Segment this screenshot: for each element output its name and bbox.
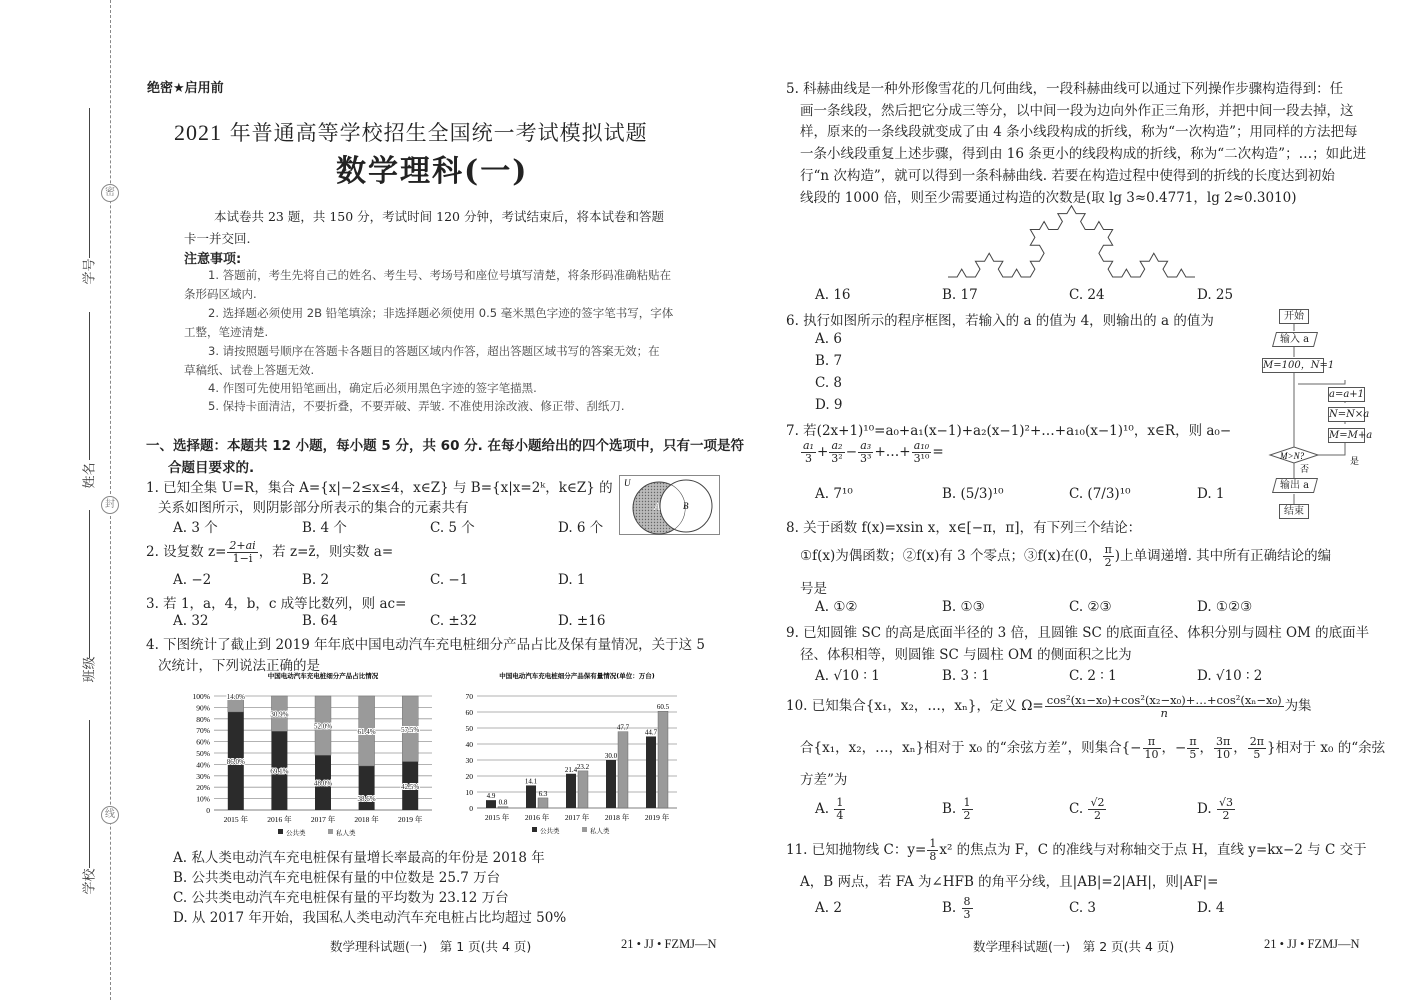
q8-line-2: ①f(x)为偶函数；②f(x)有 3 个零点；③f(x)在(0， $\frac{\pi}{2}$ )上单调递增. 其中所有正确结论的编 [800,543,1332,569]
q11-option-b[interactable]: B. $\frac{8}{3}$ [942,895,971,921]
legend-swatch-private [328,829,333,834]
intro-line-2: 卡一并交回. [184,231,251,246]
x-tick-label: 2017 年 [564,813,590,822]
q8-option-d[interactable]: D. ①②③ [1197,599,1253,615]
exam-title-text: 年普通高等学校招生全国统一考试模拟试题 [229,121,648,145]
y-tick-label: 90% [196,703,210,713]
q3-option-a[interactable]: A. 32 [173,613,209,629]
x-tick-label: 2015 年 [223,815,248,824]
flow-output: 输出 a [1272,478,1318,493]
class-label: 班级 [82,656,98,683]
flow-init: M=100，N=1 [1263,360,1335,371]
venn-b-label: B [683,501,689,511]
y-tick-label: 30 [465,756,473,765]
q8-option-a[interactable]: A. ①② [815,599,858,615]
q8-line-1: 8. 关于函数 f(x)=xsin x，x∈[−π，π]，有下列三个结论： [786,520,1142,536]
q1-option-d[interactable]: D. 6 个 [558,520,604,536]
flow-input: 输入 a [1272,332,1318,347]
chart-title: 中国电动汽车充电桩细分产品保有量情况(单位：万台) [499,672,655,680]
y-tick-label: 80% [196,714,210,724]
q10-line-2b: }相对于 x₀ 的“余弦 [1267,740,1386,756]
q8-option-c[interactable]: C. ②③ [1069,599,1112,615]
page-1-footer: 数学理科试题(一) 第 1 页(共 4 页) [330,939,532,954]
y-tick-label: 10% [196,794,210,804]
q3-option-c[interactable]: C. ±32 [430,613,477,629]
stock-grouped-bar-chart [455,668,685,843]
flow-step-a: a=a+1 [1329,389,1365,400]
bar-public [606,760,616,808]
notice-3a: 3. 请按照题号顺序在答题卡各题目的答题区域内作答，超出答题区域书写的答案无效；在 [208,344,660,358]
q2-suffix: ，若 z=z̄，则实数 a= [258,544,394,560]
y-tick-label: 30% [196,771,210,781]
data-label-public: 21.4 [564,765,578,774]
q6-option-c[interactable]: C. 8 [815,375,843,391]
exam-title [174,117,648,147]
q10-numerator: cos²(x₁−x₀)+cos²(x₂−x₀)+…+cos²(xₙ−x₀) [1046,693,1282,707]
bar-private [658,711,668,808]
data-label-private: 61.4% [357,727,376,736]
q7-option-c[interactable]: C. (7/3)¹⁰ [1069,486,1131,502]
q7-option-d[interactable]: D. 1 [1197,486,1225,502]
bar-private [538,798,548,808]
y-tick-label: 100% [192,692,210,701]
q5-line-6: 线段的 1000 倍，则至少需要通过构造的次数是(取 lg 3≈0.4771，lg 2≈0.3010) [800,190,1297,206]
bar-private [498,807,508,808]
q10-denominator: n [1160,706,1168,720]
q7-term-3-num: a₃ [858,440,873,453]
notice-5: 5. 保持卡面清洁，不要折叠，不要弄破、弄皱. 不准使用涂改液、修正带、刮纸刀. [208,399,625,413]
exam-subtitle: 数学理科(一) [336,154,529,189]
bar-public [526,785,536,808]
y-tick-label: 0 [206,806,210,815]
q9-line-2: 径、体积相等，则圆锥 SC 与圆柱 OM 的侧面积之比为 [800,647,1132,663]
bar-public [486,800,496,808]
q5-line-4: 一条小线段重复上述步骤，得到由 16 条更小的线段构成的折线，称为“二次构造”；…；如此进 [800,146,1367,162]
q2-denominator: 1−i [232,552,253,565]
flow-no-label: 否 [1300,464,1310,474]
q4-line-1: 4. 下图统计了截止到 2019 年年底中国电动汽车充电桩细分产品占比及保有量情况，关于这 5 [146,637,705,653]
data-label-public: 30.0 [604,752,618,760]
notice-1a: 1. 答题前，考生先将自己的姓名、考生号、考场号和座位号填写清楚，将条形码准确粘贴在 [208,268,672,282]
data-label-private: 57.5% [401,725,420,734]
chart-title: 中国电动汽车充电桩细分产品占比情况 [267,672,379,680]
q11-line-1b: x² 的焦点为 F，C 的准线与对称轴交于点 H，直线 y=kx−2 与 C 交于 [939,842,1367,858]
legend-swatch-private [582,827,587,832]
seal-xian: 线 [101,806,119,824]
q8-line-3: 号是 [800,581,827,597]
q5-option-a[interactable]: A. 16 [815,287,851,303]
y-tick-label: 0 [469,804,473,813]
q9-line-1: 9. 已知圆锥 SC 的高是底面半径的 3 倍，且圆锥 SC 的底面直径、体积分别与圆柱 OM 的底面半 [786,625,1370,641]
school-label: 学校 [82,868,98,895]
q6-option-a[interactable]: A. 6 [815,331,842,347]
q7-term-3-den: 3³ [860,452,872,465]
class-line[interactable] [89,510,90,658]
q9-option-d[interactable]: D. √10 ∶ 2 [1197,668,1263,684]
q9-option-b[interactable]: B. 3 ∶ 1 [942,668,990,684]
q7-term-1-num: a₁ [803,439,814,452]
venn-svg [620,476,721,536]
q10-line-2: 合{x₁，x₂，…，xₙ}相对于 x₀ 的“余弦方差”，则集合{− $\frac{\pi}{10}$ ，− $\frac{\pi}{5}$ ， $\frac{3\pi}{10}$ ， $\frac{2\pi}{5}$ }相对于 x₀ 的“余弦 [800,735,1386,761]
y-tick-label: 60 [465,708,473,717]
y-tick-label: 50% [196,749,210,758]
data-label-private: 60.5 [656,703,670,712]
notice-4: 4. 作图可先使用铅笔画出，确定后必须用黑色字迹的签字笔描黑. [208,381,537,395]
venn-diagram [619,475,720,535]
page-1-code: 21 • JJ • FZMJ—N [621,937,717,951]
q6-option-b[interactable]: B. 7 [815,353,843,369]
data-label-private: 0.8 [498,798,508,807]
q5-line-5: 行“n 次构造”，就可以得到一条科赫曲线. 若要在构造过程中使得到的折线的长度达到初始 [800,168,1335,184]
q4-option-a[interactable]: A. 私人类电动汽车充电桩保有量增长率最高的年份是 2018 年 [173,850,545,866]
q1-option-c[interactable]: C. 5 个 [430,520,475,536]
x-tick-label: 2018 年 [604,813,630,822]
y-tick-label: 70% [196,726,210,736]
bar-public [566,774,576,808]
page-2-footer: 数学理科试题(一) 第 2 页(共 4 页) [973,939,1175,954]
exam-year: 2021 [174,120,222,145]
q7-term-10-den: 3¹⁰ [913,452,930,465]
koch-curve-figure [933,205,1203,285]
x-tick-label: 2018 年 [354,815,379,824]
venn-u-label: U [624,478,631,488]
legend-swatch-public [278,829,283,834]
proportion-stacked-bar-chart [180,668,460,843]
q5-option-d[interactable]: D. 25 [1197,287,1234,303]
q5-line-2: 画一条线段，然后把它分成三等分，以中间一段为边向外作正三角形，并把中间一段去掉，这 [800,103,1354,119]
q7-option-b[interactable]: B. (5/3)¹⁰ [942,486,1004,502]
q10-suffix: 为集 [1284,698,1312,714]
bar-public [646,736,656,808]
data-label-public: 42.5% [401,782,420,791]
q2-fraction [227,540,257,565]
legend-swatch-public [532,827,537,832]
student-id-label: 学号 [82,258,98,285]
q10-prefix: 10. 已知集合{x₁，x₂，…，xₙ}，定义 Ω= [786,698,1044,714]
name-line[interactable] [89,312,90,460]
x-tick-label: 2016 年 [524,813,550,822]
q1-option-a[interactable]: A. 3 个 [173,520,218,536]
q4-option-b[interactable]: B. 公共类电动汽车充电桩保有量的中位数是 25.7 万台 [173,870,501,886]
data-label-public: 48.0% [313,779,333,788]
q3-option-b[interactable]: B. 64 [302,613,338,629]
data-label-public: 69.1% [270,767,289,776]
data-label-private: 6.3 [538,789,548,798]
q10-option-d[interactable]: D. $\frac{√3}{2}$ [1197,796,1233,822]
binding-margin [0,0,140,1000]
q9-option-a[interactable]: A. √10 ∶ 1 [815,668,880,684]
q3-option-d[interactable]: D. ±16 [558,613,606,629]
data-label-public: 38.6% [357,794,376,803]
x-tick-label: 2015 年 [484,813,510,822]
flow-start: 开始 [1279,309,1309,324]
program-flowchart [1250,300,1380,530]
notice-2b: 工整，笔迹清楚. [184,325,269,339]
q8-line-2b: )上单调递增. 其中所有正确结论的编 [1114,548,1332,564]
q11-option-a[interactable]: A. 2 [815,900,842,916]
notice-3b: 草稿纸、试卷上答题无效. [184,363,315,377]
q10-line-1 [786,694,1312,719]
seal-feng: 封 [101,496,119,514]
q4-option-d[interactable]: D. 从 2017 年开始，我国私人类电动汽车充电桩占比均超过 50% [173,910,567,926]
q11-line-2: A，B 两点，若 FA 为∠HFB 的角平分线，且|AB|=2|AH|，则|AF|= [800,874,1219,890]
x-tick-label: 2017 年 [310,815,336,824]
y-tick-label: 40% [196,760,210,770]
q1-line-1: 1. 已知全集 U=R，集合 A={x|−2≤x≤4，x∈Z} 与 B={x|x=2ᵏ，k∈Z} 的 [146,480,613,496]
section-heading-1: 一、选择题：本题共 12 小题，每小题 5 分，共 60 分. 在每小题给出的四个选项中，只有一项是符 [146,438,744,454]
q5-option-b[interactable]: B. 17 [942,287,978,303]
data-label-private: 47.7 [616,723,630,732]
data-label-private: 23.2 [576,762,590,771]
q5-line-3: 样，原来的一条线段就变成了由 4 条小线段构成的折线，称为“一次构造”；用同样的方法把每 [800,124,1358,140]
flow-step-m: M=M+a [1329,430,1373,441]
q8-line-2a: ①f(x)为偶函数；②f(x)有 3 个零点；③f(x)在(0， [800,548,1102,564]
q10-option-a[interactable]: A. $\frac{1}{4}$ [815,796,844,822]
flow-cond-label: M>N? [1280,451,1305,461]
q2-text [146,540,393,565]
section-heading-2: 合题目要求的. [168,460,255,476]
confidential-label: 绝密★启用前 [147,81,224,96]
venn-a-label: A [654,502,661,513]
q10-option-c[interactable]: C. $\frac{√2}{2}$ [1069,796,1105,822]
q5-line-1: 5. 科赫曲线是一种外形像雪花的几何曲线，一段科赫曲线可以通过下列操作步骤构造得到：任 [786,81,1344,97]
flow-step-n: N=N×a [1329,409,1370,420]
q2-option-a[interactable]: A. −2 [173,572,212,588]
q7-term-1-den: 3 [804,452,812,465]
q7-term-10-num: a₁₀ [912,440,932,453]
data-label-public: 86.0% [226,757,245,766]
bar-private [618,732,628,808]
x-tick-label: 2016 年 [267,815,292,824]
q3-text: 3. 若 1，a，4，b，c 成等比数列，则 ac= [146,596,407,612]
y-tick-label: 20 [465,772,473,781]
legend-label-private: 私人类 [336,829,356,837]
flow-yes-label: 是 [1350,456,1360,466]
bar-public [359,766,375,810]
legend-label-public: 公共类 [540,827,560,835]
q11-line-1a: 11. 已知抛物线 C：y= [786,842,927,858]
bar-private [578,771,588,808]
q7-line-1: 7. 若(2x+1)¹⁰=a₀+a₁(x−1)+a₂(x−1)²+…+a₁₀(x−1)¹⁰，x∈R，则 a₀− [786,423,1232,439]
x-tick-label: 2019 年 [398,815,423,824]
q11-option-d[interactable]: D. 4 [1197,900,1225,916]
q1-option-b[interactable]: B. 4 个 [302,520,347,536]
legend-label-public: 公共类 [286,829,306,837]
q1-line-2: 关系如图所示，则阴影部分所表示的集合的元素共有 [158,500,469,516]
data-label-private: 52.0% [313,722,333,731]
intro-line-1: 本试卷共 23 题，共 150 分，考试时间 120 分钟，考试结束后，将本试卷和答题 [214,209,664,224]
data-label-public: 44.7 [644,728,658,737]
y-tick-label: 40 [465,740,473,749]
data-label-public: 14.1 [524,777,538,786]
q2-numerator: 2+ai [229,539,256,552]
y-tick-label: 50 [465,724,473,733]
q2-option-d[interactable]: D. 1 [558,572,586,588]
page-2-code: 21 • JJ • FZMJ—N [1264,937,1360,951]
notice-1b: 条形码区域内. [184,287,257,301]
school-line[interactable] [89,720,90,868]
q5-option-c[interactable]: C. 24 [1069,287,1105,303]
q10-line-3: 方差”为 [800,772,848,788]
q2-prefix: 2. 设复数 z= [146,544,227,560]
q8-option-b[interactable]: B. ①③ [942,599,985,615]
q4-line-2: 次统计，下列说法正确的是 [158,658,320,674]
q2-option-c[interactable]: C. −1 [430,572,469,588]
q10-line-2a: 合{x₁，x₂，…，xₙ}相对于 x₀ 的“余弦方差”，则集合{− [800,740,1142,756]
notice-2a: 2. 选择题必须使用 2B 铅笔填涂；非选择题必须使用 0.5 毫米黑色字迹的签字笔书写，字体 [208,306,674,320]
q10-option-b[interactable]: B. $\frac{1}{2}$ [942,796,971,822]
legend-label-private: 私人类 [590,827,610,835]
data-label-public: 4.9 [486,792,496,801]
q9-option-c[interactable]: C. 2 ∶ 1 [1069,668,1117,684]
q7-line-2: $\frac{\text{a₁}}{3}$ + $\frac{\text{a₂}}{\text{3²}}$ − $\frac{\text{a₃}}{\text{3³}}$ +…+ $\frac{\text{a₁₀}}{\text{3¹⁰}}$ = [803,439,944,465]
student-id-line[interactable] [89,108,90,258]
koch-curve [948,206,1195,277]
seal-mi: 密 [101,184,119,202]
q7-term-2-num: a₂ [829,440,844,453]
notice-heading: 注意事项: [184,252,242,267]
q7-term-2-den: 3² [831,452,843,465]
x-tick-label: 2019 年 [644,813,670,822]
y-tick-label: 10 [465,788,473,797]
q11-line-1: 11. 已知抛物线 C：y= $\frac{1}{8}$ x² 的焦点为 F，C 的准线与对称轴交于点 H，直线 y=kx−2 与 C 交于 [786,837,1367,863]
data-label-private: 14.0% [226,692,245,701]
q7-option-a[interactable]: A. 7¹⁰ [815,486,853,502]
q6-option-d[interactable]: D. 9 [815,397,843,413]
name-label: 姓名 [82,462,98,489]
q6-text: 6. 执行如图所示的程序框图，若输入的 a 的值为 4，则输出的 a 的值为 [786,313,1214,329]
q11-option-c[interactable]: C. 3 [1069,900,1097,916]
q4-option-c[interactable]: C. 公共类电动汽车充电桩保有量的平均数为 23.12 万台 [173,890,509,906]
flow-end: 结束 [1279,504,1309,519]
data-label-private: 30.9% [270,710,289,719]
y-tick-label: 20% [196,783,210,793]
y-tick-label: 70 [465,692,473,701]
q2-option-b[interactable]: B. 2 [302,572,330,588]
y-tick-label: 60% [196,737,210,747]
